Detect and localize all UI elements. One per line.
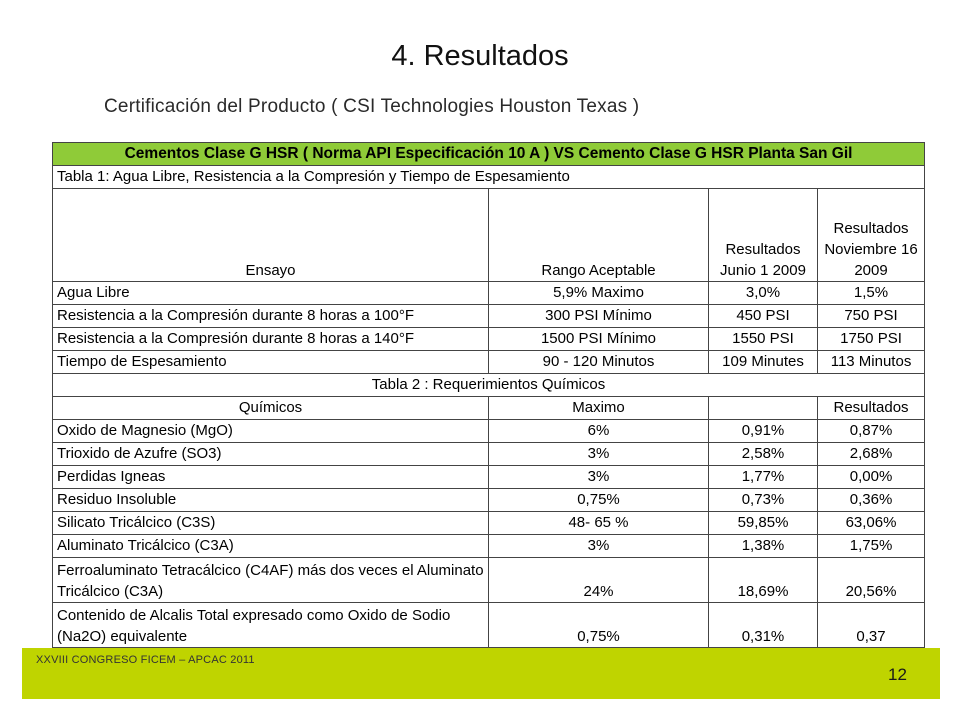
table-cell: 63,06% (818, 512, 925, 535)
table-cell: 0,75% (489, 489, 709, 512)
table-row (53, 489, 925, 512)
column-header-maximo: Maximo (489, 397, 709, 420)
table-cell: 300 PSI Mínimo (489, 305, 709, 328)
table-cell: 0,36% (818, 489, 925, 512)
table-cell: Ferroaluminato Tetracálcico (C4AF) más dos veces el Aluminato Tricálcico (C3A) (53, 558, 489, 603)
table1-column-header-row (53, 189, 925, 282)
footer-text: XXVIII CONGRESO FICEM – APCAC 2011 (36, 654, 255, 666)
table-cell: 2,58% (709, 443, 818, 466)
table-cell: 3% (489, 535, 709, 558)
table-cell: 20,56% (818, 558, 925, 603)
table-row (53, 512, 925, 535)
table-row (53, 351, 925, 374)
table-cell: 0,87% (818, 420, 925, 443)
table-cell: 24% (489, 558, 709, 603)
table-header-row (53, 143, 925, 166)
table-cell: 0,37 (818, 603, 925, 648)
column-header-rango: Rango Aceptable (489, 189, 709, 282)
table2-title-row (53, 374, 925, 397)
table-cell: Trioxido de Azufre (SO3) (53, 443, 489, 466)
table-cell: 6% (489, 420, 709, 443)
slide-title: 4. Resultados (391, 40, 569, 72)
table-cell: 0,91% (709, 420, 818, 443)
column-header-empty (709, 397, 818, 420)
table-cell: 750 PSI (818, 305, 925, 328)
table-cell: 450 PSI (709, 305, 818, 328)
table-cell: Residuo Insoluble (53, 489, 489, 512)
table-cell: 109 Minutes (709, 351, 818, 374)
table-row (53, 420, 925, 443)
column-header-junio: Resultados Junio 1 2009 (709, 189, 818, 282)
table-cell: 5,9% Maximo (489, 282, 709, 305)
table-cell: Silicato Tricálcico (C3S) (53, 512, 489, 535)
table-cell: Resistencia a la Compresión durante 8 horas a 100°F (53, 305, 489, 328)
table-cell: 59,85% (709, 512, 818, 535)
column-header-quimicos: Químicos (53, 397, 489, 420)
column-header-ensayo: Ensayo (53, 189, 489, 282)
table-cell: 18,69% (709, 558, 818, 603)
table-row (53, 443, 925, 466)
table-cell: 0,00% (818, 466, 925, 489)
table-cell: 1,77% (709, 466, 818, 489)
table-row (53, 558, 925, 603)
table-cell: 1550 PSI (709, 328, 818, 351)
table-cell: 1500 PSI Mínimo (489, 328, 709, 351)
table-cell: 1,75% (818, 535, 925, 558)
table-cell: Contenido de Alcalis Total expresado como Oxido de Sodio (Na2O) equivalente (53, 603, 489, 648)
table2-column-header-row (53, 397, 925, 420)
table-cell: 3% (489, 466, 709, 489)
footer-bar (22, 648, 940, 699)
table1-title-row (53, 166, 925, 189)
table-row (53, 603, 925, 648)
table-row (53, 282, 925, 305)
table-cell: 1,38% (709, 535, 818, 558)
slide-subtitle: Certificación del Producto ( CSI Technologies Houston Texas ) (104, 96, 640, 117)
table-cell: Agua Libre (53, 282, 489, 305)
table2-title: Tabla 2 : Requerimientos Químicos (53, 374, 925, 397)
table-cell: 0,75% (489, 603, 709, 648)
table-row (53, 535, 925, 558)
table-cell: Aluminato Tricálcico (C3A) (53, 535, 489, 558)
table-cell: Resistencia a la Compresión durante 8 horas a 140°F (53, 328, 489, 351)
column-header-resultados: Resultados (818, 397, 925, 420)
table-cell: 1750 PSI (818, 328, 925, 351)
page-number: 12 (888, 665, 907, 684)
table-cell: 0,73% (709, 489, 818, 512)
table-cell: 2,68% (818, 443, 925, 466)
column-header-noviembre: Resultados Noviembre 16 2009 (818, 189, 925, 282)
table-cell: 3,0% (709, 282, 818, 305)
table-cell: Perdidas Igneas (53, 466, 489, 489)
results-table (52, 142, 925, 648)
table-row (53, 466, 925, 489)
table-row (53, 328, 925, 351)
table-cell: 48- 65 % (489, 512, 709, 535)
table-cell: 1,5% (818, 282, 925, 305)
table-cell: 113 Minutos (818, 351, 925, 374)
table-cell: Oxido de Magnesio (MgO) (53, 420, 489, 443)
table-cell: 3% (489, 443, 709, 466)
table-row (53, 305, 925, 328)
table-header: Cementos Clase G HSR ( Norma API Especificación 10 A ) VS Cemento Clase G HSR Planta San Gil (53, 143, 925, 166)
table-cell: Tiempo de Espesamiento (53, 351, 489, 374)
table-cell: 90 - 120 Minutos (489, 351, 709, 374)
table-cell: 0,31% (709, 603, 818, 648)
table1-title: Tabla 1: Agua Libre, Resistencia a la Compresión y Tiempo de Espesamiento (53, 166, 925, 189)
